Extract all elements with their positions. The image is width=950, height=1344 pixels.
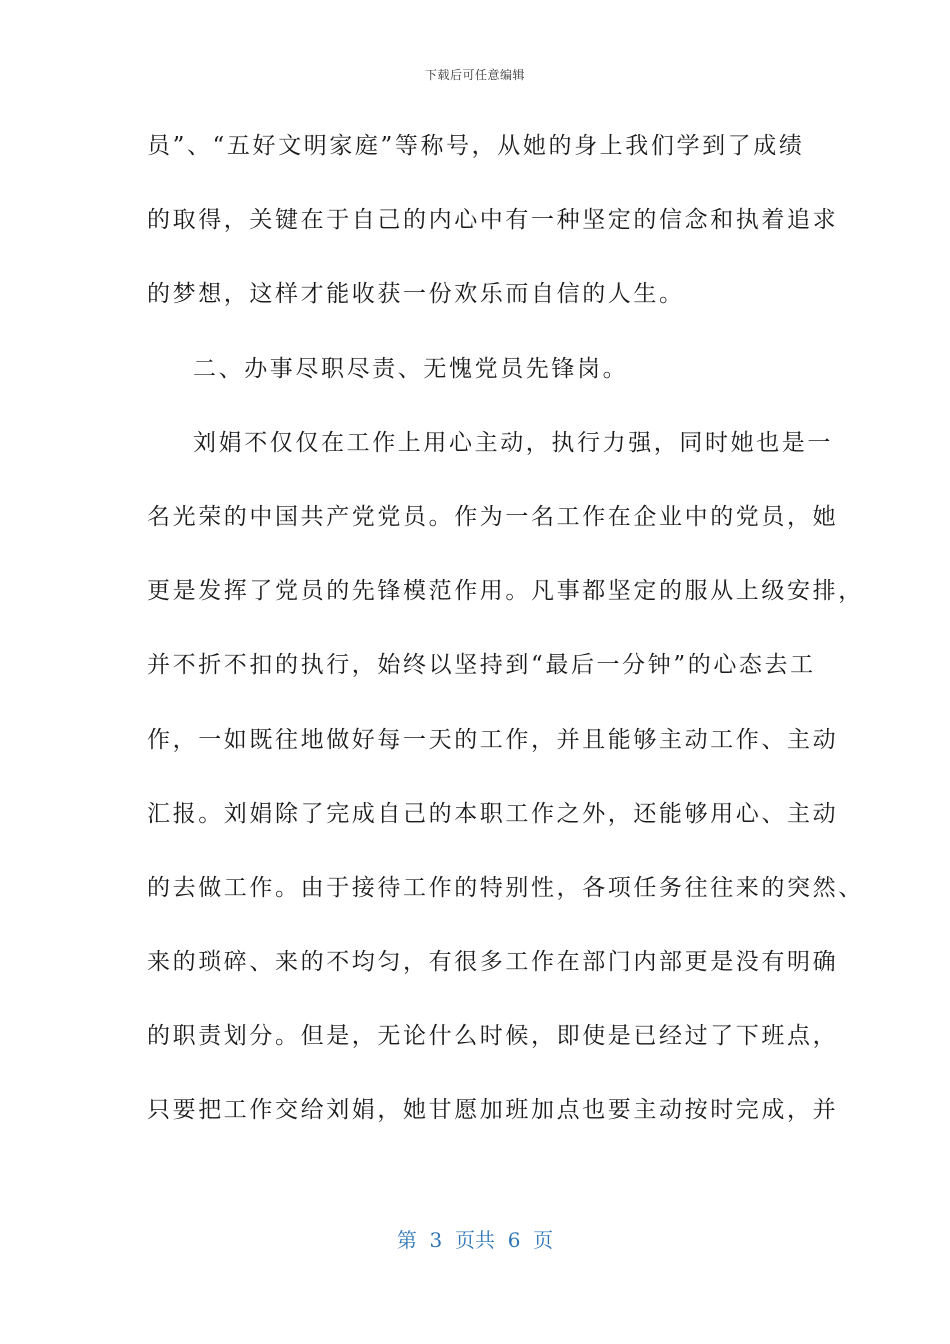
text-line: 并不折不扣的执行，始终以坚持到“最后一分钟”的心态去工 xyxy=(147,652,816,679)
section-heading: 二、办事尽职尽责、无愧党员先锋岗。 xyxy=(193,355,629,382)
text-line: 员”、“五好文明家庭”等称号，从她的身上我们学到了成绩 xyxy=(147,133,805,159)
text-line: 只要把工作交给刘娟，她甘愿加班加点也要主动按时完成，并 xyxy=(147,1097,839,1124)
text-line: 作，一如既往地做好每一天的工作，并且能够主动工作、主动 xyxy=(147,726,839,753)
text-line: 的梦想，这样才能收获一份欢乐而自信的人生。 xyxy=(147,281,685,308)
body-text xyxy=(147,120,864,1159)
text-line: 更是发挥了党员的先锋模范作用。凡事都坚定的服从上级安排， xyxy=(147,578,864,605)
text-line: 刘娟不仅仅在工作上用心主动，执行力强，同时她也是一 xyxy=(193,429,833,456)
text-line: 的职责划分。但是，无论什么时候，即使是已经过了下班点， xyxy=(147,1023,839,1050)
text-line: 来的琐碎、来的不均匀，有很多工作在部门内部更是没有明确 xyxy=(147,949,839,976)
text-line: 名光荣的中国共产党党员。作为一名工作在企业中的党员，她 xyxy=(147,503,839,530)
text-line: 的去做工作。由于接待工作的特别性，各项任务往往来的突然、 xyxy=(147,874,864,901)
page-header: 下载后可任意编辑 xyxy=(424,68,525,82)
text-line: 汇报。刘娟除了完成自己的本职工作之外，还能够用心、主动 xyxy=(147,800,839,827)
text-line: 的取得，关键在于自己的内心中有一种坚定的信念和执着追求 xyxy=(147,207,839,234)
page-number-footer: 第 3 页共 6 页 xyxy=(396,1228,554,1252)
